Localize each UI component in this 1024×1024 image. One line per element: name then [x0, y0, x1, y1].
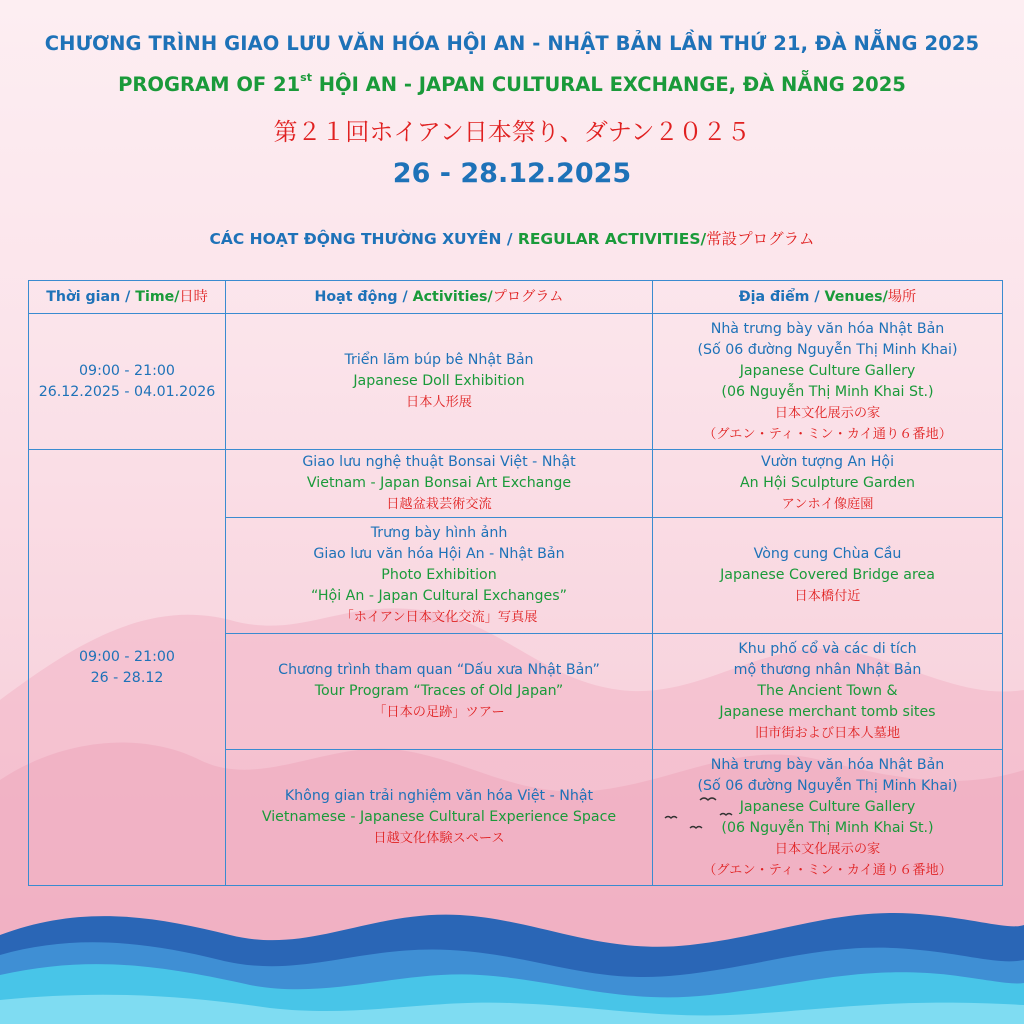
time-cell — [29, 314, 226, 450]
title-english-ordinal: st — [300, 71, 312, 84]
header-time — [29, 281, 226, 314]
activity-cell — [226, 634, 653, 750]
time-line: 09:00 - 21:00 — [79, 362, 175, 379]
venue-jp-line: （グエン・ティ・ミン・カイ通り６番地） — [703, 426, 952, 442]
header-venue-vn: Địa điểm / — [738, 288, 825, 305]
venue-vn-line: Nhà trưng bày văn hóa Nhật Bản — [710, 756, 945, 773]
activity-vn-line: Triển lãm búp bê Nhật Bản — [344, 352, 534, 368]
venue-vn-line: Vòng cung Chùa Cầu — [753, 546, 902, 562]
venue-vn-line: Nhà trưng bày văn hóa Nhật Bản — [710, 320, 945, 337]
venue-cell — [653, 450, 1003, 518]
venue-en-line: (06 Nguyễn Thị Minh Khai St.) — [721, 819, 934, 836]
section-heading — [0, 227, 1024, 249]
activity-cell — [226, 450, 653, 518]
venue-jp-line: 日本文化展示の家 — [774, 405, 881, 421]
venue-jp-line: アンホイ像庭園 — [781, 497, 874, 512]
activity-vn-line: Giao lưu nghệ thuật Bonsai Việt - Nhật — [302, 454, 576, 470]
header-venue-jp: 場所 — [887, 288, 917, 305]
venue-en-line: Japanese Covered Bridge area — [720, 567, 935, 583]
header-time-vn: Thời gian / — [46, 288, 136, 305]
schedule-table — [28, 280, 1003, 886]
time-line: 26 - 28.12 — [90, 669, 164, 686]
header-time-en: Time/ — [135, 288, 180, 305]
header-activity-jp: プログラム — [492, 288, 564, 305]
activity-jp-line: 「日本の足跡」ツアー — [373, 705, 505, 720]
section-heading-en: REGULAR ACTIVITIES/ — [517, 230, 707, 248]
venue-cell — [653, 518, 1003, 634]
title-english-prefix: PROGRAM OF 21 — [118, 73, 301, 96]
activity-en-line: “Hội An - Japan Cultural Exchanges” — [310, 588, 568, 604]
header-activity — [226, 281, 653, 314]
venue-cell — [653, 634, 1003, 750]
title-vietnamese: CHƯƠNG TRÌNH GIAO LƯU VĂN HÓA HỘI AN - NHẬT BẢN LẦN THỨ 21, ĐÀ NẴNG 2025 — [44, 32, 980, 55]
activity-cell — [226, 314, 653, 450]
activity-vn-line: Không gian trải nghiệm văn hóa Việt - Nhật — [284, 788, 594, 804]
activity-vn-line: Chương trình tham quan “Dấu xưa Nhật Bản” — [278, 662, 600, 678]
activity-en-line: Vietnamese - Japanese Cultural Experience Space — [261, 809, 617, 825]
activity-jp-line: 「ホイアン日本文化交流」写真展 — [340, 610, 538, 625]
venue-en-line: An Hội Sculpture Garden — [739, 475, 916, 491]
activity-jp-line: 日越盆栽芸術交流 — [386, 497, 492, 512]
venue-jp-line: 日本文化展示の家 — [774, 841, 881, 857]
venue-vn-line: Vườn tượng An Hội — [760, 454, 895, 470]
venue-en-line: Japanese Culture Gallery — [739, 798, 916, 815]
venue-en-line: The Ancient Town & — [757, 683, 898, 699]
activity-jp-line: 日本人形展 — [406, 395, 472, 410]
venue-vn-line: (Số 06 đường Nguyễn Thị Minh Khai) — [697, 341, 958, 358]
venue-vn-line: (Số 06 đường Nguyễn Thị Minh Khai) — [697, 777, 958, 794]
activity-en-line: Photo Exhibition — [381, 567, 497, 583]
section-heading-jp: 常設プログラム — [706, 230, 815, 248]
venue-en-line: Japanese merchant tomb sites — [719, 704, 936, 720]
venue-en-line: (06 Nguyễn Thị Minh Khai St.) — [721, 383, 934, 400]
time-line: 09:00 - 21:00 — [79, 648, 175, 665]
activity-jp-line: 日越文化体験スペース — [373, 831, 505, 846]
title-english — [0, 73, 1024, 96]
event-date: 26 - 28.12.2025 — [392, 158, 632, 189]
header-time-jp: 日時 — [179, 288, 208, 305]
activity-cell — [226, 750, 653, 886]
activity-vn-line: Trưng bày hình ảnh — [370, 525, 508, 541]
header-activity-vn: Hoạt động / — [314, 288, 413, 305]
header-activity-en: Activities/ — [412, 288, 493, 305]
title-english-suffix: HỘI AN - JAPAN CULTURAL EXCHANGE, ĐÀ NẴNG 2025 — [311, 73, 906, 96]
section-heading-vn: CÁC HOẠT ĐỘNG THƯỜNG XUYÊN / — [209, 230, 518, 248]
venue-cell — [653, 750, 1003, 886]
time-cell — [29, 450, 226, 886]
venue-jp-line: 旧市街および日本人墓地 — [754, 726, 901, 741]
venue-jp-line: 日本橋付近 — [794, 589, 861, 604]
time-line: 26.12.2025 - 04.01.2026 — [38, 383, 216, 400]
header-venue-en: Venues/ — [824, 288, 888, 305]
header-venue — [653, 281, 1003, 314]
activity-en-line: Tour Program “Traces of Old Japan” — [314, 683, 564, 699]
activity-vn-line: Giao lưu văn hóa Hội An - Nhật Bản — [313, 546, 565, 562]
table-row — [29, 314, 1003, 450]
venue-jp-line: （グエン・ティ・ミン・カイ通り６番地） — [703, 862, 952, 878]
table-row — [29, 450, 1003, 518]
table-header-row — [29, 281, 1003, 314]
activity-en-line: Vietnam - Japan Bonsai Art Exchange — [306, 475, 572, 491]
activity-en-line: Japanese Doll Exhibition — [353, 373, 525, 389]
venue-cell — [653, 314, 1003, 450]
venue-vn-line: Khu phố cổ và các di tích — [738, 641, 917, 657]
activity-cell — [226, 518, 653, 634]
venue-en-line: Japanese Culture Gallery — [739, 362, 916, 379]
title-japanese: 第２１回ホイアン日本祭り、ダナン２０２５ — [273, 118, 751, 146]
venue-vn-line: mộ thương nhân Nhật Bản — [733, 662, 922, 678]
